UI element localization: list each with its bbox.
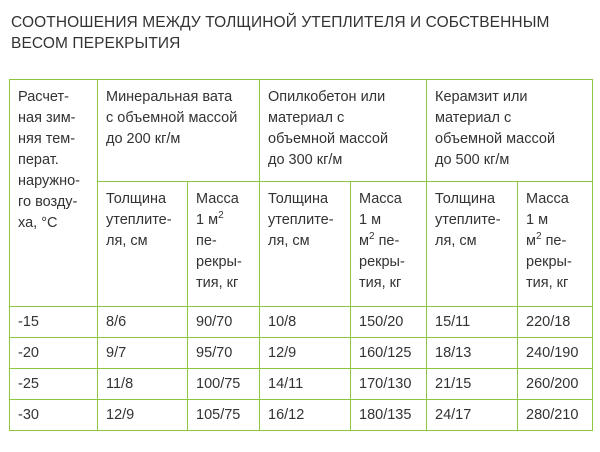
table-cell: 160/125: [351, 338, 427, 369]
table-cell: 10/8: [260, 307, 351, 338]
table-subheader-row: [10, 182, 593, 307]
table-cell: 14/11: [260, 369, 351, 400]
thickness-header: Толщина утеплите- ля, см: [427, 182, 518, 307]
temperature-header: Расчет- ная зим- няя тем- перат. наружно- го возду- ха, °С: [10, 80, 98, 307]
table-row: [10, 369, 593, 400]
group-header-sawdust-concrete: Опилкобетон или материал с объемной массой до 300 кг/м: [260, 80, 427, 182]
thickness-header: Толщина утеплите- ля, см: [260, 182, 351, 307]
mass-header: Масса 1 $м^2$ пе- рекры- тия, кг: [188, 182, 260, 307]
table-row: [10, 400, 593, 431]
table-cell: 280/210: [518, 400, 593, 431]
group-header-expanded-clay: Керамзит или материал с объемной массой до 500 кг/м: [427, 80, 593, 182]
table-cell: -20: [10, 338, 98, 369]
thickness-header: Толщина утеплите- ля, см: [98, 182, 188, 307]
table-row: [10, 338, 593, 369]
page-title: СООТНОШЕНИЯ МЕЖДУ ТОЛЩИНОЙ УТЕПЛИТЕЛЯ И СОБСТВЕННЫМ ВЕСОМ ПЕРЕКРЫТИЯ: [11, 14, 550, 52]
table-cell: 220/18: [518, 307, 593, 338]
table-cell: 260/200: [518, 369, 593, 400]
table-cell: -25: [10, 369, 98, 400]
table-cell: 150/20: [351, 307, 427, 338]
table-cell: 15/11: [427, 307, 518, 338]
table-cell: -30: [10, 400, 98, 431]
table-cell: 12/9: [98, 400, 188, 431]
table-cell: 170/130: [351, 369, 427, 400]
table-cell: 12/9: [260, 338, 351, 369]
table-cell: 8/6: [98, 307, 188, 338]
table-cell: 180/135: [351, 400, 427, 431]
table-header-row: [10, 80, 593, 182]
table-cell: 90/70: [188, 307, 260, 338]
table-cell: -15: [10, 307, 98, 338]
table-cell: 100/75: [188, 369, 260, 400]
table-cell: 95/70: [188, 338, 260, 369]
mass-header: Масса 1 м $м^2$ пе- рекры- тия, кг: [518, 182, 593, 307]
table-cell: 240/190: [518, 338, 593, 369]
table-cell: 18/13: [427, 338, 518, 369]
mass-header: Масса 1 м $м^2$ пе- рекры- тия, кг: [351, 182, 427, 307]
group-header-mineral-wool: Минеральная вата с объемной массой до 200 кг/м: [98, 80, 260, 182]
table-cell: 11/8: [98, 369, 188, 400]
table-cell: 105/75: [188, 400, 260, 431]
table-cell: 21/15: [427, 369, 518, 400]
table-cell: 16/12: [260, 400, 351, 431]
table-cell: 9/7: [98, 338, 188, 369]
table-row: [10, 307, 593, 338]
insulation-table: [9, 79, 593, 431]
table-cell: 24/17: [427, 400, 518, 431]
